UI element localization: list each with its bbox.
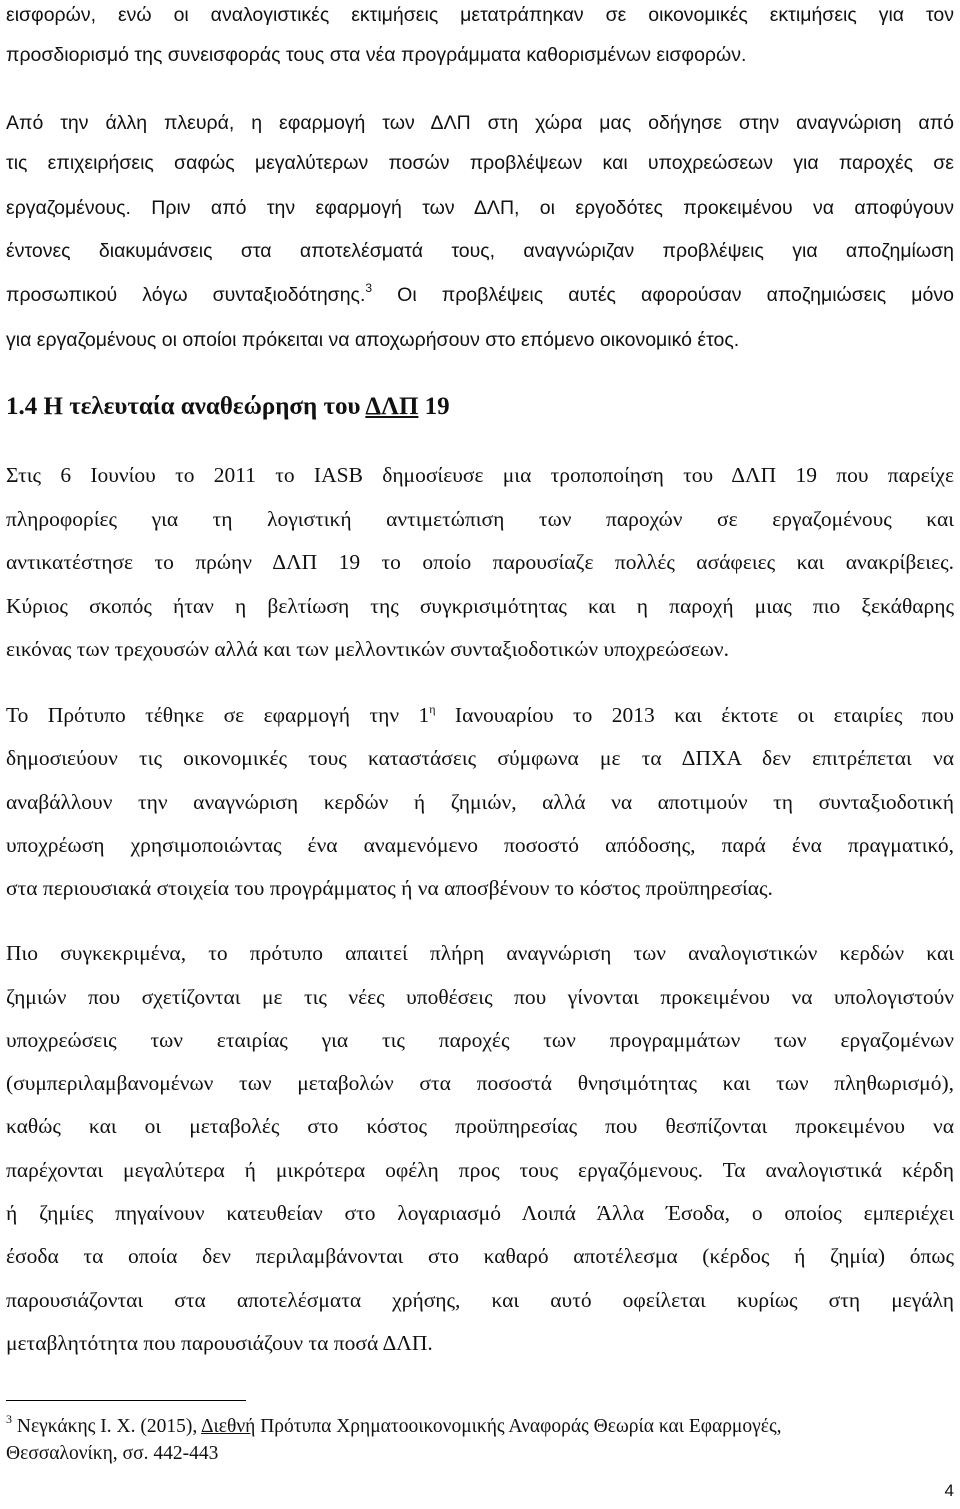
- paragraph-line: Από την άλλη πλευρά, η εφαρμογή των ΔΛΠ στη χώρα μας οδήγησε στην αναγνώριση από: [6, 112, 954, 134]
- footnote-line: Θεσσαλονίκη, σσ. 442-443: [6, 1443, 219, 1464]
- paragraph-line: προσδιορισμό της συνεισφοράς τους στα νέα προγράμματα καθορισμένων εισφορών.: [6, 44, 747, 66]
- heading-text: 1.4 Η τελευταία αναθεώρηση του: [6, 393, 366, 420]
- text-run: Οι προβλέψεις αυτές αφορούσαν αποζημιώσεις μόνο: [372, 284, 954, 306]
- paragraph-line: μεταβλητότητα που παρουσιάζουν τα ποσά ΔΛΠ.: [6, 1331, 433, 1355]
- paragraph-line: (συμπεριλαμβανομένων των μεταβολών στα ποσοστά θνησιμότητας και των πληθωρισμό),: [6, 1071, 954, 1095]
- footnote-ref[interactable]: 3: [365, 281, 373, 295]
- paragraph-line: υποχρέωση χρησιμοποιώντας ένα αναμενόμενο ποσοστό απόδοσης, παρά ένα πραγματικό,: [6, 833, 954, 857]
- paragraph-line: τις επιχειρήσεις σαφώς μεγαλύτερων ποσών προβλέψεων και υποχρεώσεων για παροχές σε: [6, 152, 954, 174]
- paragraph-line: ζημιών που σχετίζονται με τις νέες υποθέσεις που γίνονται προκειμένου να υπολογιστούν: [6, 985, 954, 1009]
- paragraph-line: εικόνας των τρεχουσών αλλά και των μελλοντικών συνταξιοδοτικών υποχρεώσεων.: [6, 637, 730, 661]
- paragraph-line: για εργαζομένους οι οποίοι πρόκειται να αποχωρήσουν στο επόμενο οικονομικό έτος.: [6, 329, 740, 351]
- text-run: Το Πρότυπο τέθηκε σε εφαρμογή την 1: [6, 703, 430, 727]
- paragraph-line: στα περιουσιακά στοιχεία του προγράμματος ή να αποσβένουν το κόστος προϋπηρεσίας.: [6, 876, 773, 900]
- footnote-separator: [6, 1400, 246, 1401]
- paragraph-line: παρουσιάζονται στα αποτελέσματα χρήσης, και αυτό οφείλεται κυρίως στη μεγάλη: [6, 1288, 954, 1312]
- paragraph-line: [6, 700, 954, 730]
- paragraph-line: πληροφορίες για τη λογιστική αντιμετώπιση των παροχών σε εργαζομένους και: [6, 507, 954, 531]
- text-run: Νεγκάκης Ι. Χ. (2015),: [12, 1416, 201, 1437]
- text-run: προσωπικού λόγω συνταξιοδότησης.: [6, 284, 366, 306]
- footnote-underlined: Διεθνή: [201, 1416, 256, 1437]
- heading-underlined: ΔΛΠ: [365, 393, 419, 420]
- page-number: 4: [944, 1481, 954, 1500]
- footnote-number: 3: [6, 1412, 12, 1426]
- heading-text: 19: [418, 393, 450, 420]
- paragraph-line: παρέχονται μεγαλύτερα ή μικρότερα οφέλη προς τους εργαζόμενους. Τα αναλογιστικά κέρδη: [6, 1158, 954, 1182]
- superscript: η: [429, 702, 436, 716]
- paragraph-line: εργαζομένους. Πριν από την εφαρμογή των ΔΛΠ, οι εργοδότες προκειμένου να αποφύγουν: [6, 197, 954, 219]
- paragraph-line: δημοσιεύουν τις οικονομικές τους καταστάσεις σύμφωνα με τα ΔΠΧΑ δεν επιτρέπεται να: [6, 746, 954, 770]
- text-run: Πρότυπα Χρηματοοικονομικής Αναφοράς Θεωρία και Εφαρμογές,: [255, 1416, 782, 1437]
- footnote-line: [6, 1414, 782, 1440]
- section-heading: [6, 390, 450, 424]
- paragraph-line: Πιο συγκεκριμένα, το πρότυπο απαιτεί πλήρη αναγνώριση των αναλογιστικών κερδών και: [6, 941, 954, 965]
- paragraph-line: έσοδα τα οποία δεν περιλαμβάνονται στο καθαρό αποτέλεσμα (κέρδος ή ζημία) όπως: [6, 1244, 954, 1268]
- paragraph-line: Στις 6 Ιουνίου το 2011 το IASB δημοσίευσε μια τροποποίηση του ΔΛΠ 19 που παρείχε: [6, 463, 954, 487]
- paragraph-line: εισφορών, ενώ οι αναλογιστικές εκτιμήσεις μετατράπηκαν σε οικονομικές εκτιμήσεις για τον: [6, 4, 954, 26]
- text-run: Ιανουαρίου το 2013 και έκτοτε οι εταιρίες που: [435, 703, 954, 727]
- paragraph-line: ή ζημίες πηγαίνουν κατευθείαν στο λογαριασμό Λοιπά Άλλα Έσοδα, ο οποίος εμπεριέχει: [6, 1201, 954, 1225]
- paragraph-line: αναβάλλουν την αναγνώριση κερδών ή ζημιών, αλλά να αποτιμούν τη συνταξιοδοτική: [6, 790, 954, 814]
- paragraph-line: υποχρεώσεις των εταιρίας για τις παροχές των προγραμμάτων των εργαζομένων: [6, 1028, 954, 1052]
- paragraph-line: [6, 280, 954, 310]
- paragraph-line: Κύριος σκοπός ήταν η βελτίωση της συγκρισιμότητας και η παροχή μιας πιο ξεκάθαρης: [6, 594, 954, 618]
- paragraph-line: έντονες διακυμάνσεις στα αποτελέσματά τους, αναγνώριζαν προβλέψεις για αποζημίωση: [6, 240, 954, 262]
- paragraph-line: αντικατέστησε το πρώην ΔΛΠ 19 το οποίο παρουσίαζε πολλές ασάφειες και ανακρίβειες.: [6, 550, 954, 574]
- paragraph-line: καθώς και οι μεταβολές στο κόστος προϋπηρεσίας που θεσπίζονται προκειμένου να: [6, 1114, 954, 1138]
